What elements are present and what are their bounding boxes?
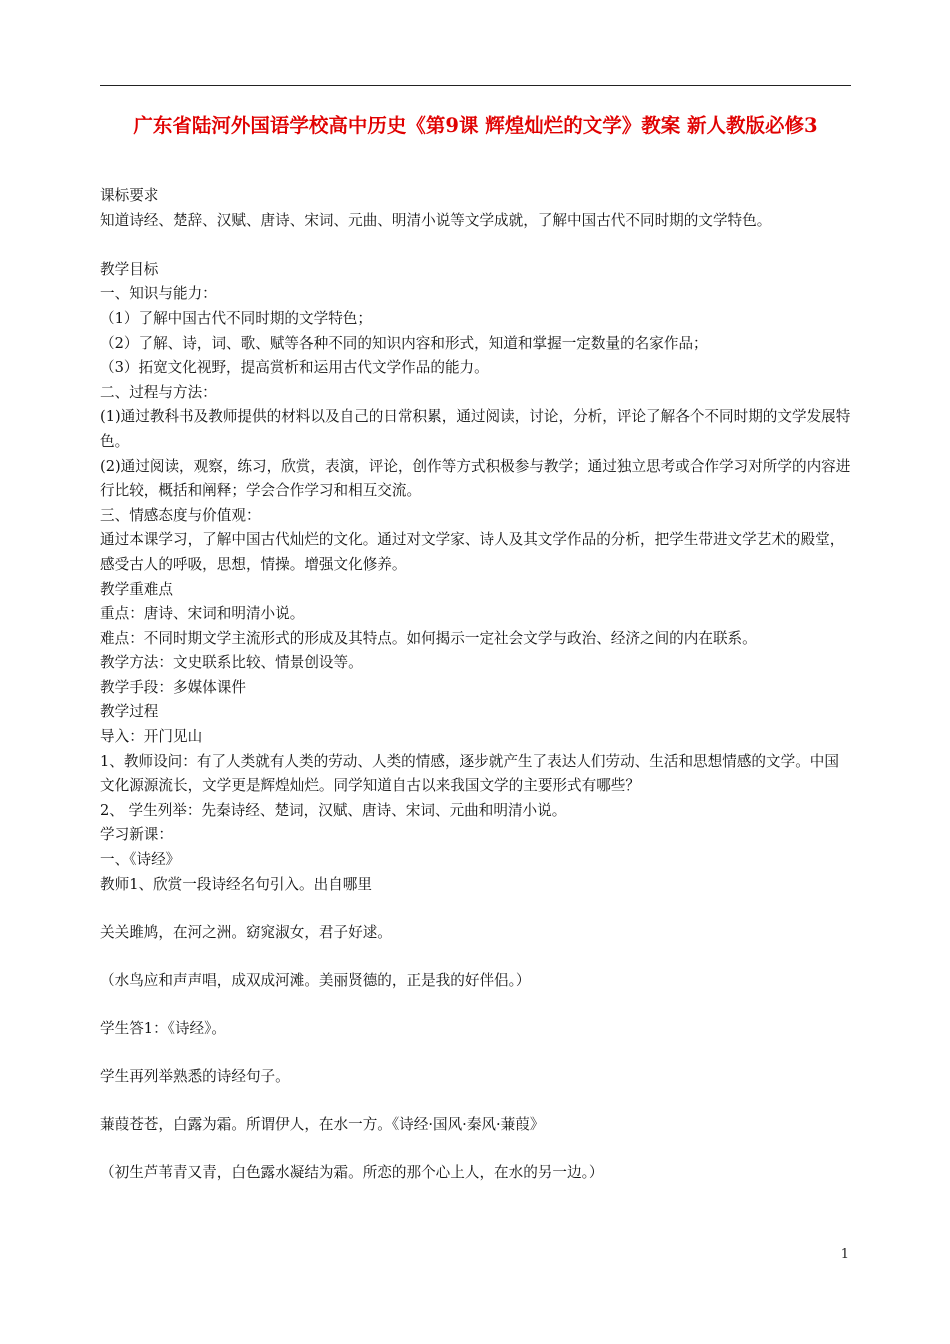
poem-line: 蒹葭苍苍，白露为霜。所谓伊人，在水一方。《诗经·国风·秦风·蒹葭》 — [100, 1115, 545, 1133]
document-title: 广东省陆河外国语学校高中历史《第9课 辉煌灿烂的文学》教案 新人教版必修3 — [133, 114, 818, 137]
page-number: 1 — [840, 1247, 849, 1262]
heading-curriculum: 课标要求 — [100, 187, 159, 204]
blank-line — [100, 993, 852, 1016]
subheading: 三、情感态度与价值观： — [100, 506, 261, 524]
blank-line — [100, 945, 852, 968]
paragraph: 重点：唐诗、宋词和明清小说。 — [100, 605, 305, 623]
paragraph: 1、教师设问：有了人类就有人类的劳动、人类的情感，逐步就产生了表达人们劳动、生活和思想情感的文学。中国文化源源流长，文学更是辉煌灿烂。同学知道自古以来我国文学的主要形式有哪些？ — [100, 752, 839, 795]
list-item: （1）了解中国古代不同时期的文学特色； — [100, 309, 372, 327]
poem-line: 关关雎鸠，在河之洲。窈窕淑女，君子好逑。 — [100, 923, 392, 941]
document-body — [100, 184, 852, 1185]
paragraph: 2、 学生列举：先秦诗经、楚词，汉赋、唐诗、宋词、元曲和明清小说。 — [100, 801, 567, 819]
blank-line — [100, 1041, 852, 1064]
subheading: 一、知识与能力： — [100, 285, 217, 303]
paragraph: 知道诗经、楚辞、汉赋、唐诗、宋词、元曲、明清小说等文学成就，了解中国古代不同时期的文学特色。 — [100, 211, 772, 229]
paragraph: 导入：开门见山 — [100, 728, 203, 746]
blank-line — [100, 233, 852, 258]
heading-process: 教学过程 — [100, 703, 159, 721]
paragraph: 学生答1：《诗经》。 — [100, 1019, 227, 1037]
list-item: （3）拓宽文化视野，提高赏析和运用古代文学作品的能力。 — [100, 359, 489, 377]
heading-objectives: 教学目标 — [100, 260, 159, 278]
paragraph: 学生再列举熟悉的诗经句子。 — [100, 1067, 290, 1085]
translation-line: （初生芦苇青又青，白色露水凝结为霜。所恋的那个心上人，在水的另一边。） — [100, 1163, 604, 1181]
paragraph: 教学方法：文史联系比较、情景创设等。 — [100, 654, 363, 672]
subheading: 一、《诗经》 — [100, 851, 181, 869]
heading-key-points: 教学重难点 — [100, 580, 173, 598]
paragraph: (1)通过教科书及教师提供的材料以及自己的日常积累，通过阅读，讨论，分析，评论了解各个不同时期的文学发展特色。 — [100, 408, 851, 450]
paragraph: 通过本课学习，了解中国古代灿烂的文化。通过对文学家、诗人及其文学作品的分析，把学生带进文学艺术的殿堂，感受古人的呼吸，思想，情操。增强文化修养。 — [100, 531, 845, 573]
blank-line — [100, 1137, 852, 1160]
header-rule — [100, 85, 851, 86]
paragraph: 教师1、欣赏一段诗经名句引入。出自哪里 — [100, 875, 372, 893]
paragraph: (2)通过阅读，观察，练习，欣赏，表演，评论，创作等方式积极参与教学；通过独立思考或合作学习对所学的内容进行比较，概括和阐释；学会合作学习和相互交流。 — [100, 457, 851, 500]
paragraph: 难点：不同时期文学主流形式的形成及其特点。如何揭示一定社会文学与政治、经济之间的内在联系。 — [100, 629, 757, 647]
subheading: 学习新课： — [100, 826, 173, 844]
translation-line: （水鸟应和声声唱，成双成河滩。美丽贤德的，正是我的好伴侣。） — [100, 971, 531, 989]
subheading: 二、过程与方法： — [100, 383, 217, 401]
paragraph: 教学手段：多媒体课件 — [100, 678, 246, 696]
blank-line — [100, 1089, 852, 1112]
list-item: （2）了解、诗，词、歌、赋等各种不同的知识内容和形式，知道和掌握一定数量的名家作品； — [100, 334, 708, 352]
blank-line — [100, 897, 852, 920]
